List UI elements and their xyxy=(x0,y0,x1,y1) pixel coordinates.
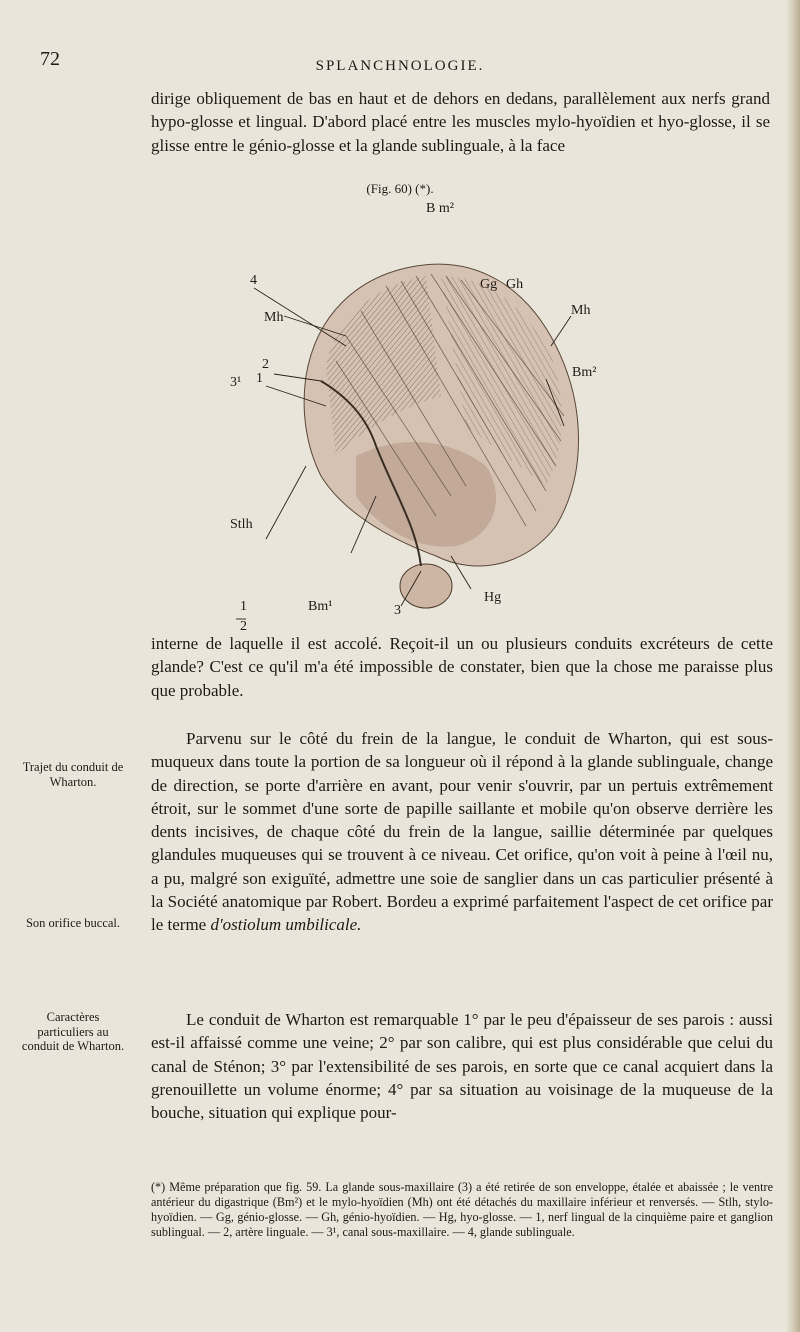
margin-note-orifice: Son orifice buccal. xyxy=(25,916,121,930)
margin-note-caracteres: Caractères particuliers au conduit de Wharton. xyxy=(21,1010,125,1053)
label-bottom-2: 2 xyxy=(240,619,247,634)
top-paragraph: dirige obliquement de bas en haut et de dehors en dedans, parallèlement aux nerfs grand hypo-glosse et lingual. D'abord placé entre les muscles mylo-hyoïdien et hyo-glosse, il se glisse entre le génio-glosse et la glande sublinguale, à la face xyxy=(151,89,770,155)
figure-caption: (Fig. 60) (*). xyxy=(366,181,434,196)
label-gg: Gg xyxy=(480,277,498,292)
paragraph-1: interne de laquelle il est accolé. Reçoit-il un ou plusieurs conduits excréteurs de cette glande? C'est ce qu'il m'a été impossible de constater, bien que la chose me paraisse plus que probable. xyxy=(151,634,773,700)
label-mh-left: Mh xyxy=(264,310,284,325)
label-bm1: Bm¹ xyxy=(308,599,333,614)
footnote: (*) Même préparation que fig. 59. La glande sous-maxillaire (3) a été retirée de son enveloppe, étalée et abaissée ; le ventre antérieur du digastrique (Bm²) et le mylo-hyoïdien (Mh) ont été détachés du maxillaire inférieur et renversés. — Stlh, stylo-hyoïdien. — Gg, génio-glosse. — Gh, génio-hyoïdien. — Hg, hyo-glosse. — 1, nerf lingual de la cinquième paire et ganglion sublingual. — 2, artère linguale. — 3¹, canal sous-maxillaire. — 4, glande sublinguale. xyxy=(151,1180,773,1239)
anatomical-figure xyxy=(226,196,640,634)
page-edge-shadow xyxy=(786,0,800,1332)
paragraph-3: Le conduit de Wharton est remarquable 1° par le peu d'épaisseur de ses parois : aussi est-il affaissé comme une veine; 2° par son calibre, qui est plus considérable que celui du canal de Sténon; 3° par l'extensibilité de ses parois, en sorte que ce canal acquiert dans la grenouillette un volume énorme; 4° par sa situation au voisinage de la muqueuse de la bouche, situation qui explique pour- xyxy=(151,1010,773,1123)
label-gh: Gh xyxy=(506,277,524,292)
label-31: 3¹ xyxy=(230,375,242,390)
margin-note-trajet: Trajet du conduit de Wharton. xyxy=(22,760,124,789)
label-stlh: Stlh xyxy=(230,517,253,532)
label-4: 4 xyxy=(250,273,257,288)
label-2: 2 xyxy=(262,357,269,372)
label-1: 1 xyxy=(256,371,263,386)
label-bottom-1: 1 xyxy=(240,599,247,614)
page-number: 72 xyxy=(40,48,60,70)
italic-term: d'ostiolum umbilicale. xyxy=(210,915,362,935)
label-hg: Hg xyxy=(484,590,502,605)
paragraph-2-text: Parvenu sur le côté du frein de la langue, le conduit de Wharton, qui est sous-muqueux dans toute la portion de sa longueur où il répond à la glande sublinguale, change de direction, se porte d'arrière en avant, pour venir s'ouvrir, par un pertuis extrêmement étroit, sur le sommet d'une sorte de papille saillante et mobile qu'on observe derrière les dents incisives, de chaque côté du frein de la langue, saillie déterminée par quelques glandules muqueuses qui se trouvent à ce niveau. Cet orifice, qu'on voit à peine à l'œil nu, a pu, malgré son exiguïté, admettre une soie de sanglier dans un cas particulier présenté à la Société anatomique par Robert. Bordeu a exprimé parfaitement l'aspect de cet orifice par le terme xyxy=(151,729,773,935)
label-mh-right: Mh xyxy=(571,303,591,318)
label-bm2-top: B m² xyxy=(426,201,454,216)
submaxillary-gland xyxy=(400,564,452,608)
paragraph-2 xyxy=(151,727,773,937)
label-3: 3 xyxy=(394,603,401,618)
running-title: SPLANCHNOLOGIE. xyxy=(315,58,485,74)
label-bm2-right: Bm² xyxy=(572,365,597,380)
